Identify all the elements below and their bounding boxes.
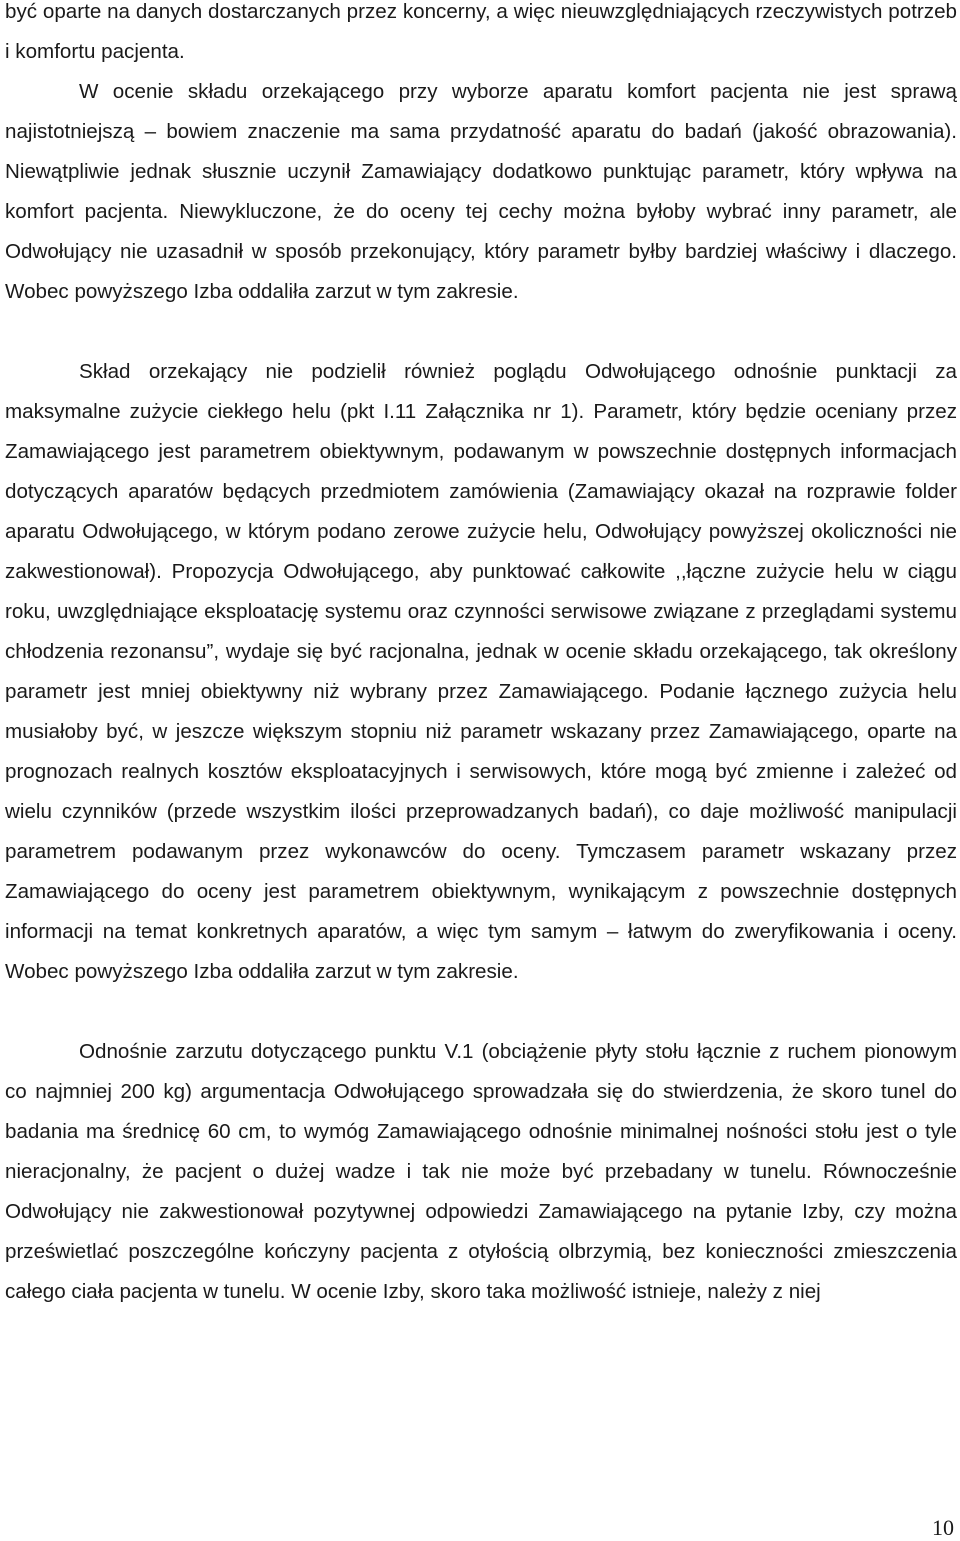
paragraph-helium-consumption: Skład orzekający nie podzielił również poglądu Odwołującego odnośnie punktacji za maksymalne zużycie ciekłego helu (pkt I.11 Załącznika nr 1). Parametr, który będzie oceniany przez Zamawiającego jest parametrem obiektywnym, podawanym w powszechnie dostępnych informacjach dotyczących aparatów będących przedmiotem zamówienia (Zamawiający okazał na rozprawie folder aparatu Odwołującego, w którym podano zerowe zużycie helu, Odwołujący powyższej okoliczności nie zakwestionował). Propozycja Odwołującego, aby punktować całkowite ,,łączne zużycie helu w ciągu roku, uwzględniające eksploatację systemu oraz czynności serwisowe związane z przeglądami systemu chłodzenia rezonansu”, wydaje się być racjonalna, jednak w ocenie składu orzekającego, tak określony parametr jest mniej obiektywny niż wybrany przez Zamawiającego. Podanie łącznego zużycia helu musiałoby być, w jeszcze większym stopniu niż parametr wskazany przez Zamawiającego, oparte na prognozach realnych kosztów eksploatacyjnych i serwisowych, które mogą być zmienne i zależeć od wielu czynników (przede wszystkim ilości przeprowadzanych badań), co daje możliwość manipulacji parametrem podawanym przez wykonawców do oceny. Tymczasem parametr wskazany przez Zamawiającego do oceny jest parametrem obiektywnym, wynikającym z powszechnie dostępnych informacji na temat konkretnych aparatów, a więc tym samym – łatwym do zweryfikowania i oceny. Wobec powyższego Izba oddaliła zarzut w tym zakresie. — [5, 360, 957, 983]
document-page — [5, 0, 957, 1312]
paragraph-spacer — [5, 312, 957, 352]
page-number: 10 — [932, 1515, 954, 1540]
paragraph-table-load: Odnośnie zarzutu dotyczącego punktu V.1 (obciążenie płyty stołu łącznie z ruchem pionowym co najmniej 200 kg) argumentacja Odwołującego sprowadzała się do stwierdzenia, że skoro tunel do badania ma średnicę 60 cm, to wymóg Zamawiającego odnośnie minimalnej nośności stołu jest o tyle nieracjonalny, że pacjent o dużej wadze i tak nie może być przebadany w tunelu. Równocześnie Odwołujący nie zakwestionował pozytywnej odpowiedzi Zamawiającego na pytanie Izby, czy można prześwietlać poszczególne kończyny pacjenta z otyłością olbrzymią, bez konieczności zmieszczenia całego ciała pacjenta w tunelu. W ocenie Izby, skoro taka możliwość istnieje, należy z niej — [5, 1040, 957, 1303]
paragraph-patient-comfort: W ocenie składu orzekającego przy wyborze aparatu komfort pacjenta nie jest sprawą najistotniejszą – bowiem znaczenie ma sama przydatność aparatu do badań (jakość obrazowania). Niewątpliwie jednak słusznie uczynił Zamawiający dodatkowo punktując parametr, który wpływa na komfort pacjenta. Niewykluczone, że do oceny tej cechy można byłoby wybrać inny parametr, ale Odwołujący nie uzasadnił w sposób przekonujący, który parametr byłby bardziej właściwy i dlaczego. Wobec powyższego Izba oddaliła zarzut w tym zakresie. — [5, 80, 957, 303]
paragraph-spacer — [5, 992, 957, 1032]
paragraph-continuation: być oparte na danych dostarczanych przez koncerny, a więc nieuwzględniających rzeczywistych potrzeb i komfortu pacjenta. — [5, 0, 957, 63]
